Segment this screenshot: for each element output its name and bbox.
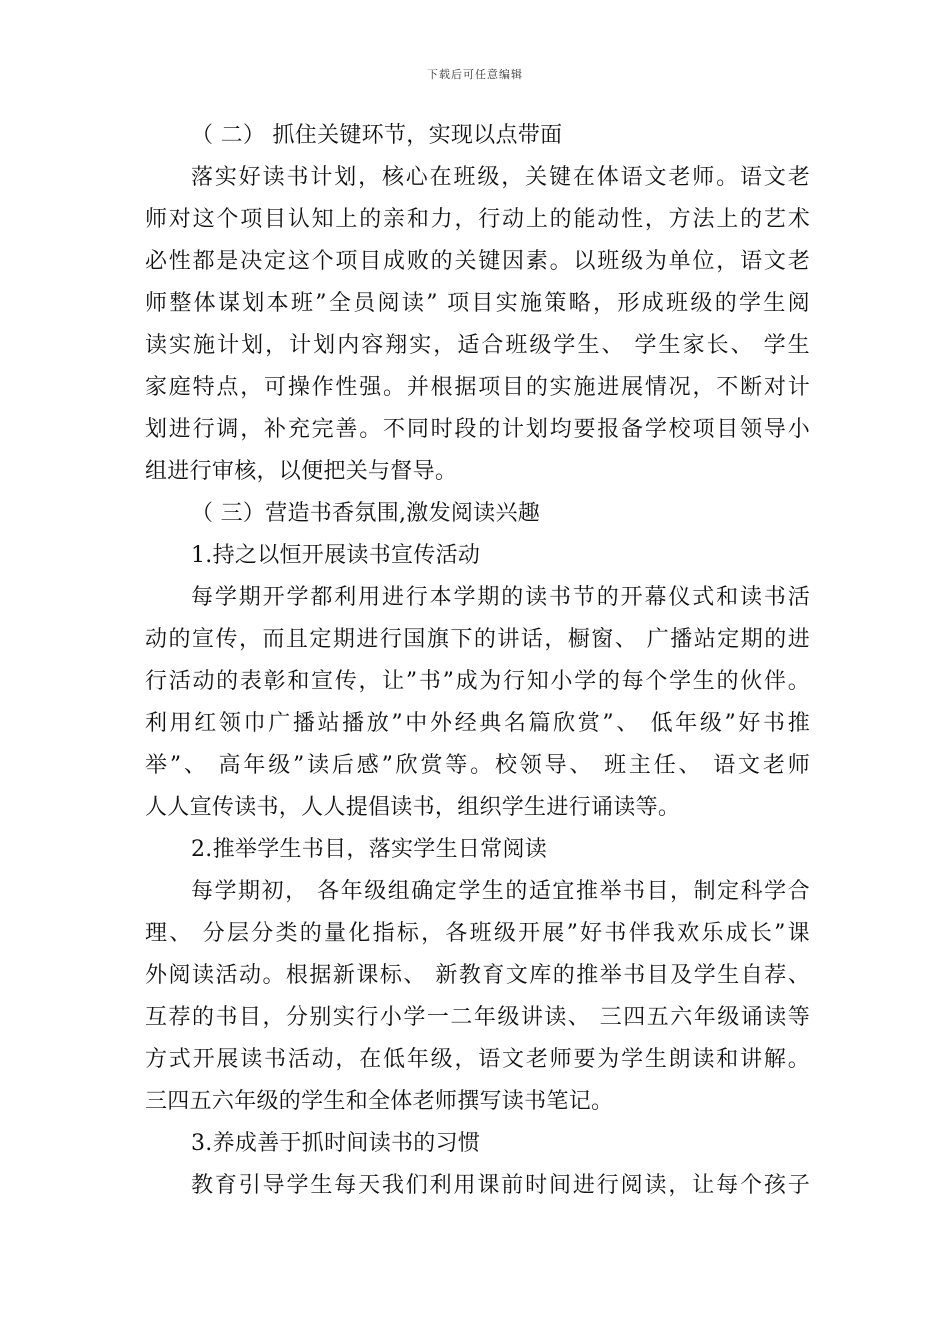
paragraph-line: 举”、 高年级”读后感”欣赏等。校领导、 班主任、 语文老师: [145, 753, 810, 778]
paragraph-line: 每学期开学都利用进行本学期的读书节的开幕仪式和读书活: [191, 585, 810, 610]
paragraph-line: 理、 分层分类的量化指标，各班级开展”好书伴我欢乐成长”课: [145, 921, 810, 946]
paragraph-line: 家庭特点，可操作性强。并根据项目的实施进展情况，不断对计: [145, 375, 810, 400]
paragraph-line: 组进行审核，以便把关与督导。: [145, 459, 458, 484]
paragraph-line: 教育引导学生每天我们利用课前时间进行阅读，让每个孩子: [191, 1173, 810, 1198]
paragraph-line: 人人宣传读书，人人提倡读书，组织学生进行诵读等。: [145, 795, 681, 820]
subsection-heading: 1.持之以恒开展读书宣传活动: [191, 543, 481, 568]
section-heading: （ 二） 抓住关键环节，实现以点带面: [191, 123, 563, 148]
paragraph-line: 师对这个项目认知上的亲和力，行动上的能动性，方法上的艺术: [145, 207, 810, 232]
paragraph-line: 三四五六年级的学生和全体老师撰写读书笔记。: [145, 1089, 614, 1114]
paragraph-line: 方式开展读书活动，在低年级，语文老师要为学生朗读和讲解。: [145, 1047, 810, 1072]
paragraph-line: 划进行调，补充完善。不同时段的计划均要报备学校项目领导小: [145, 417, 810, 442]
paragraph-line: 师整体谋划本班”全员阅读” 项目实施策略，形成班级的学生阅: [145, 291, 810, 316]
page-header-note: 下载后可任意编辑: [427, 68, 523, 81]
paragraph-line: 外阅读活动。根据新课标、 新教育文库的推举书目及学生自荐、: [145, 963, 810, 988]
paragraph-line: 读实施计划，计划内容翔实，适合班级学生、 学生家长、 学生: [145, 333, 810, 358]
subsection-heading: 3.养成善于抓时间读书的习惯: [191, 1131, 481, 1156]
section-heading: （ 三）营造书香氛围,激发阅读兴趣: [191, 501, 541, 526]
paragraph-line: 行活动的表彰和宣传，让”书”成为行知小学的每个学生的伙伴。: [145, 669, 810, 694]
document-body: [145, 115, 810, 1207]
subsection-heading: 2.推举学生书目，落实学生日常阅读: [191, 837, 548, 862]
paragraph-line: 落实好读书计划，核心在班级，关键在体语文老师。语文老: [191, 165, 810, 190]
paragraph-line: 利用红领巾广播站播放”中外经典名篇欣赏”、 低年级”好书推: [145, 711, 810, 736]
paragraph-line: 必性都是决定这个项目成败的关键因素。以班级为单位，语文老: [145, 249, 810, 274]
paragraph-line: 动的宣传，而且定期进行国旗下的讲话，橱窗、 广播站定期的进: [145, 627, 810, 652]
paragraph-line: 每学期初， 各年级组确定学生的适宜推举书目，制定科学合: [191, 879, 810, 904]
paragraph-line: 互荐的书目，分别实行小学一二年级讲读、 三四五六年级诵读等: [145, 1005, 810, 1030]
